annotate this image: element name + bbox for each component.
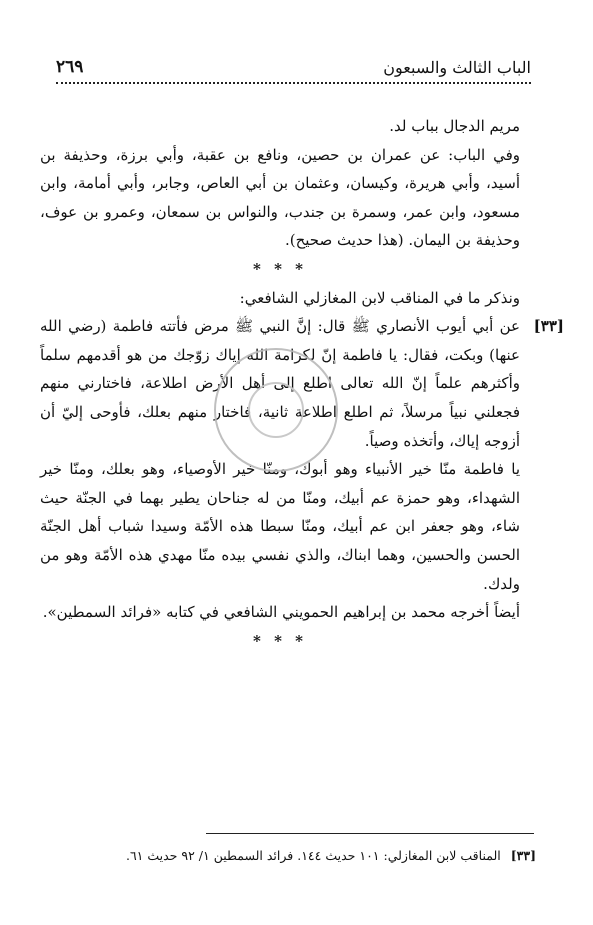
footnote-text: المناقب لابن المغازلي: ١٠١ حديث ١٤٤. فرائد السمطين ١/ ٩٢ حديث ٦١. [125, 848, 501, 863]
hadith-number: [٣٣] [533, 317, 564, 336]
watermark-seal-core [248, 382, 304, 438]
footnote-number: [٣٣] [510, 848, 536, 863]
footnote-rule [206, 833, 534, 834]
paragraph-3: ونذكر ما في المناقب لابن المغازلي الشافعي: [239, 288, 520, 307]
paragraph-4: عن أبي أيوب الأنصاري ﷺ قال: إنَّ النبي ﷺ مرض فأتته فاطمة (رضي الله عنها) وبكت، فقال: يا فاطمة إنّ لكرامة الله إياك زوّجك من هو أقدمهم سلماً وأكثرهم علماً إنّ الله تعالى اطلع إلى أهل الأرض اطلاعة، فاختارني منهم فجعلني نبياً مرسلاً، ثم اطلع اطلاعة ثانية، فاختار منهم بعلك، فأوحى إليّ أن أزوجه إياك، وأتخذه وصياً. [40, 317, 520, 450]
section-separator-1: * * * [253, 259, 307, 278]
paragraph-1: مريم الدجال بباب لد. [389, 117, 520, 135]
running-header [56, 56, 531, 78]
section-separator-2: * * * [253, 631, 307, 650]
footnote [56, 848, 536, 863]
watermark-seal-icon [214, 348, 338, 472]
chapter-title: الباب الثالث والسبعون [383, 57, 531, 77]
header-dotted-rule [56, 82, 531, 84]
paragraph-6: أيضاً أخرجه محمد بن إبراهيم الحمويني الشافعي في كتابه «فرائد السمطين». [42, 603, 520, 622]
page-number: ٢٦٩ [56, 57, 84, 77]
paragraph-5: يا فاطمة منّا خير الأنبياء وهو أبوك، ومنّا خير الأوصياء، وهو بعلك، ومنّا خير الشهداء، وهو حمزة عم أبيك، ومنّا من له جناحان يطير بهما في الجنّة حيث شاء، وهو جعفر ابن عم أبيك، ومنّا سبطا هذه الأمّة وسيدا شباب أهل الجنّة الحسن والحسين، وهما ابناك، والذي نفسي بيده منّا مهدي هذه الأمّة وهو من ولدك. [40, 460, 520, 593]
paragraph-2: وفي الباب: عن عمران بن حصين، ونافع بن عقبة، وأبي برزة، وحذيفة بن أسيد، وأبي هريرة، وكيسان، وعثمان بن أبي العاص، وجابر، وأبي أمامة، وابن مسعود، وابن عمر، وسمرة بن جندب، والنواس بن سمعان، وعمرو بن عوف، وحذيفة بن اليمان. (هذا حديث صحيح). [40, 145, 520, 250]
